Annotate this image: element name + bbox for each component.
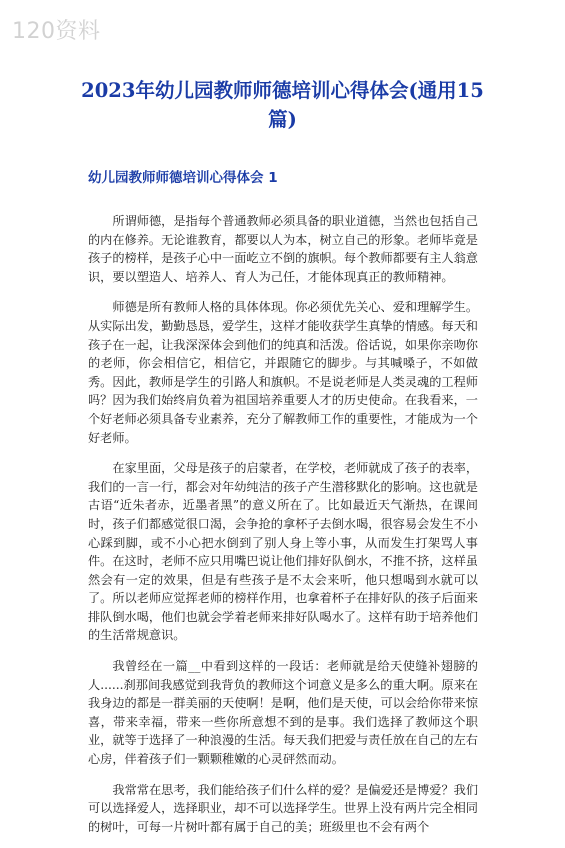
paragraph: 在家里面，父母是孩子的启蒙者，在学校，老师就成了孩子的表率，我们的一言一行，都会对年幼纯洁的孩子产生潜移默化的影响。这也就是古语“近朱者赤，近墨者黑”的意义所在了。比如最近天气渐热，在课间时，孩子们都感觉很口渴，会争抢的拿杯子去倒水喝，很容易会发生不小心踩到脚，或不小心把水倒到了别人身上等小事，从而发生打架骂人事件。在这时，老师不应只用嘴巴说让他们排好队倒水，不推不挤，这样虽然会有一定的效果，但是有些孩子是不太会来听，他只想喝到水就可以了。所以老师应觉挥老师的榜样作用，也拿着杯子在排好队的孩子后面来排队倒水喝，他们也就会学着老师来排好队喝水了。这样有助于培养他们的生活常规意识。 [88, 461, 479, 643]
paragraph: 所谓师德，是指每个普通教师必须具备的职业道德，当然也包括自己的内在修养。无论谁教育，都要以人为本，树立自己的形象。老师毕竟是孩子的榜样，是孩子心中一面屹立不倒的旗帜。每个教师都要有主人翁意识，要以塑造人、培养人、育人为己任，才能体现真正的教师精神。 [88, 214, 479, 284]
watermark-logo: 120资料 [12, 19, 101, 44]
document-body [88, 212, 478, 848]
document-title: 2023年幼儿园教师师德培训心得体会(通用15篇) [81, 79, 484, 131]
paragraph: 师德是所有教师人格的具体体现。你必须优先关心、爱和理解学生。从实际出发，勤勤恳恳，爱学生，这样才能收获学生真挚的情感。每天和孩子在一起，让我深深体会到他们的纯真和活泼。俗话说，如果你亲吻你的老师，你会相信它，相信它，并跟随它的脚步。与其喊嗓子，不如做秀。因此，教师是学生的引路人和旗帜。不是说老师是人类灵魂的工程师吗？因为我们始终肩负着为祖国培养重要人才的历史使命。在我看来，一个好老师必须具备专业素养，充分了解教师工作的重要性，才能成为一个好老师。 [88, 300, 479, 445]
section-heading: 幼儿园教师师德培训心得体会 1 [88, 170, 278, 186]
paragraph: 我常常在思考，我们能给孩子们什么样的爱？是偏爱还是博爱？我们可以选择爱人，选择职业，却不可以选择学生。世界上没有两片完全相同的树叶，可每一片树叶都有属于自己的美；班级里也不会有两个 [88, 782, 479, 834]
paragraph: 我曾经在一篇__中看到这样的一段话：老师就是给天使缝补翅膀的人......刹那间我感觉到我背负的教师这个词意义是多么的重大啊。原来在我身边的都是一群美丽的天使啊！是啊，他们是天使，可以会给你带来惊喜，带来幸福，带来一些你所意想不到的是事。我们选择了教师这个职业，就等于选择了一种浪漫的生活。每天我们把爱与责任放在自己的左右心房，伴着孩子们一颗颗稚嫩的心灵砰然而动。 [88, 659, 478, 767]
